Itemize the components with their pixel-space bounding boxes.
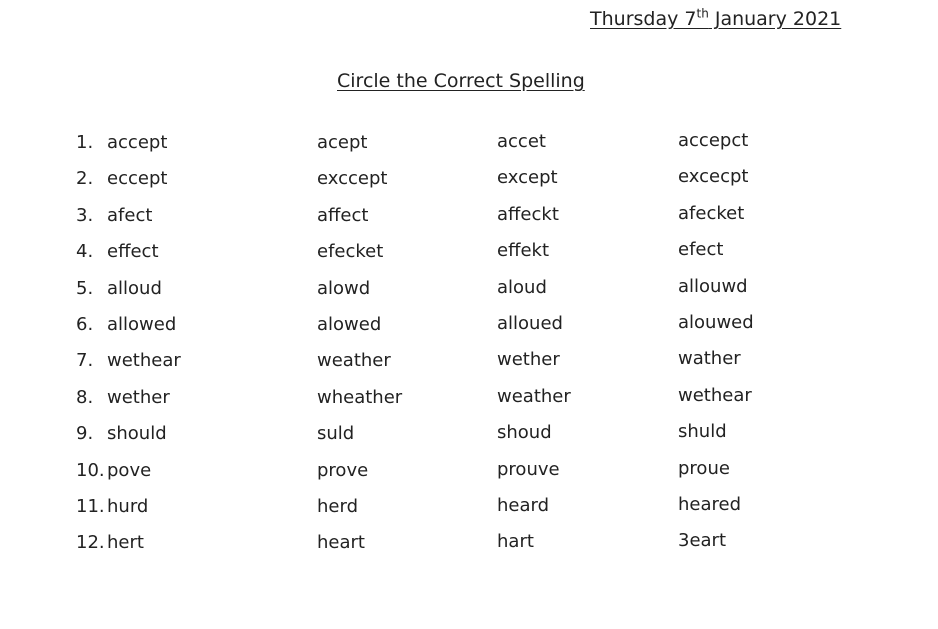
spelling-option[interactable]: alowd — [317, 277, 371, 299]
spelling-option[interactable]: effekt — [497, 240, 550, 262]
list-item — [0, 422, 938, 458]
spelling-option[interactable]: heared — [678, 493, 742, 515]
spelling-option[interactable]: accept — [107, 132, 168, 153]
spelling-option[interactable]: excecpt — [678, 166, 749, 188]
spelling-option[interactable]: weather — [317, 350, 391, 372]
spelling-list — [0, 131, 938, 568]
date-day: Thursday 7 — [590, 8, 697, 30]
spelling-option[interactable]: allowed — [107, 313, 177, 335]
spelling-option[interactable]: hert — [107, 532, 144, 554]
date-ordinal: th — [696, 6, 709, 21]
item-number: 12. — [76, 532, 105, 554]
spelling-option[interactable]: alloud — [107, 277, 162, 299]
spelling-option[interactable]: effect — [107, 241, 159, 263]
spelling-option[interactable]: alloued — [497, 312, 563, 334]
spelling-option[interactable]: prouve — [497, 458, 560, 480]
spelling-option[interactable]: herd — [317, 495, 358, 517]
spelling-option[interactable]: pove — [107, 459, 152, 481]
date-month-year: January 2021 — [708, 8, 842, 30]
spelling-option[interactable]: wather — [678, 348, 741, 370]
list-item — [0, 459, 938, 495]
spelling-option[interactable]: afect — [107, 204, 153, 226]
spelling-option[interactable]: prove — [317, 459, 369, 481]
spelling-option[interactable]: accet — [497, 131, 546, 152]
spelling-option[interactable]: hurd — [107, 495, 149, 517]
spelling-option[interactable]: heard — [497, 494, 550, 516]
list-item — [0, 349, 938, 385]
item-number: 6. — [76, 313, 94, 335]
spelling-option[interactable]: affect — [317, 204, 369, 226]
item-number: 8. — [76, 386, 94, 408]
spelling-option[interactable]: affeckt — [497, 203, 559, 225]
spelling-option[interactable]: 3eart — [678, 530, 727, 552]
item-number: 10. — [76, 459, 105, 481]
spelling-option[interactable]: acept — [317, 132, 368, 153]
item-number: 1. — [76, 132, 94, 153]
item-number: 7. — [76, 350, 94, 372]
list-item — [0, 131, 938, 167]
spelling-option[interactable]: wheather — [317, 386, 403, 408]
list-item — [0, 277, 938, 313]
spelling-option[interactable]: heart — [317, 532, 365, 554]
spelling-option[interactable]: allouwd — [678, 275, 748, 297]
spelling-option[interactable]: alowed — [317, 313, 382, 335]
spelling-option[interactable]: afecket — [678, 202, 745, 224]
page-title: Circle the Correct Spelling — [337, 70, 585, 92]
spelling-option[interactable]: suld — [317, 423, 355, 445]
spelling-option[interactable]: exccept — [317, 168, 388, 190]
spelling-option[interactable]: eccept — [107, 168, 168, 190]
spelling-option[interactable]: wethear — [678, 384, 752, 406]
spelling-option[interactable]: shoud — [497, 422, 552, 444]
spelling-option[interactable]: efecket — [317, 241, 384, 263]
item-number: 9. — [76, 423, 94, 445]
item-number: 3. — [76, 204, 94, 226]
spelling-option[interactable]: proue — [678, 457, 730, 479]
list-item — [0, 531, 938, 567]
list-item — [0, 495, 938, 531]
item-number: 5. — [76, 277, 94, 299]
spelling-option[interactable]: except — [497, 167, 558, 189]
list-item — [0, 204, 938, 240]
spelling-option[interactable]: wether — [107, 386, 170, 408]
spelling-option[interactable]: should — [107, 423, 167, 445]
item-number: 4. — [76, 241, 94, 263]
spelling-option[interactable]: alouwed — [678, 311, 754, 333]
item-number: 2. — [76, 168, 94, 190]
list-item — [0, 167, 938, 203]
spelling-option[interactable]: weather — [497, 385, 571, 407]
list-item — [0, 313, 938, 349]
spelling-option[interactable]: shuld — [678, 421, 727, 443]
date-heading — [590, 8, 841, 30]
spelling-option[interactable]: wethear — [107, 350, 181, 372]
list-item — [0, 240, 938, 276]
spelling-option[interactable]: wether — [497, 349, 560, 371]
list-item — [0, 386, 938, 422]
spelling-option[interactable]: efect — [678, 239, 724, 261]
spelling-option[interactable]: accepct — [678, 130, 749, 151]
item-number: 11. — [76, 495, 105, 517]
spelling-option[interactable]: hart — [497, 531, 534, 553]
spelling-option[interactable]: aloud — [497, 276, 547, 298]
